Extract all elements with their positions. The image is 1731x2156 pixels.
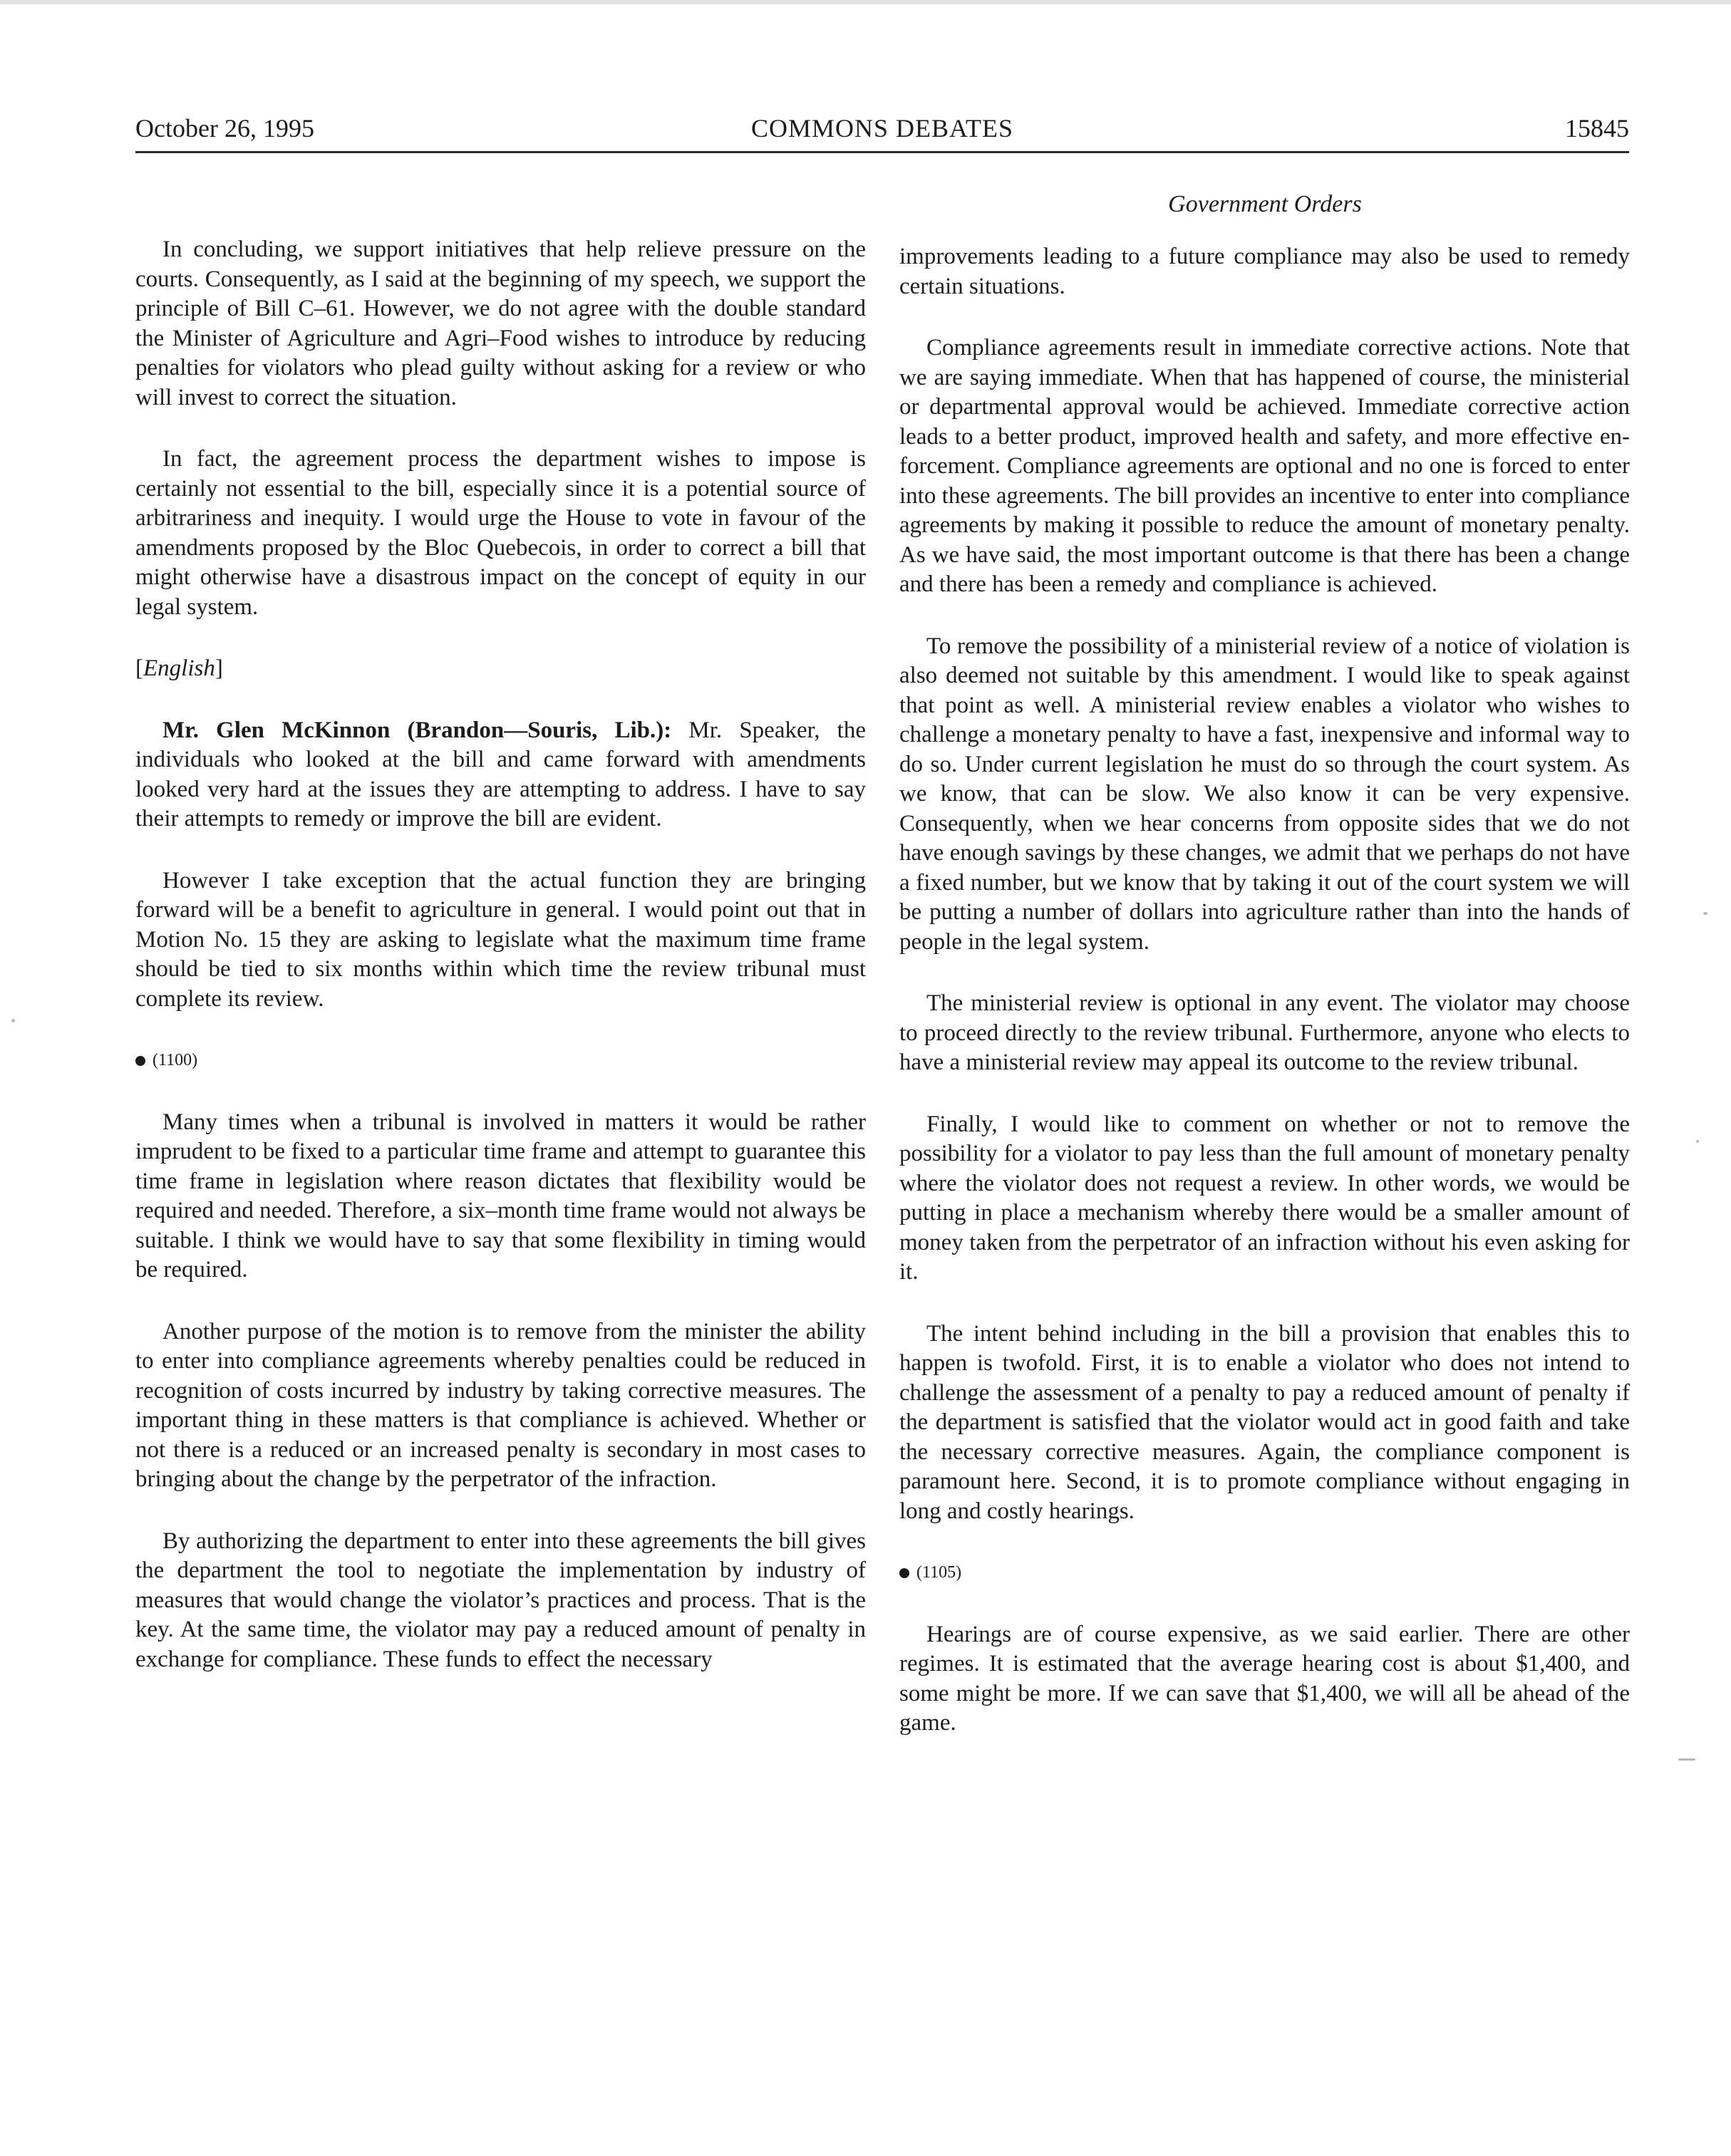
left-paragraph-2: In fact, the agreement process the department wishes to impose is certainly not essential to the bill, especially since it is a potential source of arbitrariness and inequity. I would urge the House to vote in favour of the amendments proposed by the Bloc Quebecois, in order to correct a bill that might otherwise have a disastrous impact on the concept of equity in our legal system. [135,446,866,620]
right-paragraph-6: The intent behind including in the bill a provision that enables this to happen is twofold. First, it is to enable a violator who does not intend to challenge the assessment of a penalty to pay a reduced amount of penalty if the department is satisfied that the violator would act in good faith and take the necessary corrective measures. Again, the compliance component is paramount here. Second, it is to promote compliance without engaging in long and costly hearings. [899,1320,1630,1524]
left-paragraph-7: By authorizing the department to enter into these agreements the bill gives the department the tool to negotiate the implementation by industry of measures that would change the violator’s practices and process. That is the key. At the same time, the violator may pay a reduced amount of penalty in exchange for compliance. These funds to effect the necessary [135,1528,866,1672]
timestamp-marker [899,1558,1630,1588]
timestamp-text: (1105) [916,1563,962,1582]
page-header [135,105,1629,151]
left-column [135,235,866,1706]
bullet-icon [899,1568,909,1578]
header-page-number: 15845 [1565,114,1629,142]
scan-speck [1678,1758,1695,1761]
left-paragraph-5: Many times when a tribunal is involved in matters it would be rather imprudent to be fixed to a particular time frame and attempt to guarantee this time frame in legislation where reason dictates that flexibility would be required and needed. Therefore, a six–month time frame would not always be suitable. I think we would have to say that some flexibility in timing would be required. [135,1109,866,1282]
left-paragraph-1: In concluding, we support initiatives that help relieve pressure on the courts. Consequently, as I said at the beginning of my speech, we support the principle of Bill C–61. However, we do not agree with the double standard the Minister of Agriculture and Agri–Food wishes to introduce by reducing penalties for violators who plead guilty without asking for a review or who will invest to correct the situation. [135,237,866,410]
speaker-name: Mr. Glen McKinnon (Brandon—Souris, Lib.): [162,717,672,743]
scan-top-edge [0,0,1731,4]
right-paragraph-5: Finally, I would like to comment on whether or not to remove the possibility for a violator to pay less than the full amount of monetary penalty where the violator does not request a review. In other words, we would be putting in place a mechanism whereby there would be a smaller amount of money taken from the perpetrator of an infraction without his even asking for it. [899,1111,1630,1285]
left-paragraph-3 [135,716,866,834]
scan-speck [1703,912,1707,915]
left-paragraph-3-text: Mr. Speaker, the individuals who looked at the bill and came forward with amendments looked very hard at the issues they are attempting to address. I have to say their attempts to remedy or improve the bill are evident. [135,717,867,831]
left-paragraph-4: However I take exception that the actual function they are bringing forward will be a benefit to agriculture in general. I would point out that in Motion No. 15 they are asking to legislate what the maximum time frame should be tied to six months within which time the review tribunal must complete its review. [135,867,866,1012]
language-tag-text: English [143,655,215,681]
right-column [899,242,1630,1771]
scan-speck [11,1019,15,1022]
scan-speck [1696,1140,1699,1143]
timestamp-marker [135,1046,866,1076]
header-publication-title: COMMONS DEBATES [750,114,1014,142]
language-tag: [English] [135,655,223,681]
timestamp-text: (1100) [153,1051,198,1069]
right-paragraph-3: To remove the possibility of a ministerial review of a notice of violation is also deemed not suitable by this amendment. I would like to speak against that point as well. A ministerial review enables a violator who wishes to challenge a monetary penalty to have a fast, inexpensive and informal way to do so. Under current legislation he must do so through the court system. As we know, that can be slow. We also know it can be very expensive. Consequently, when we hear concerns from opposite sides that we do not have enough savings by these changes, we admit that we perhaps do not have a fixed number, but we know that by taking it out of the court system we will be putting a number of dollars into agriculture rather than into the hands of people in the legal system. [899,633,1630,955]
header-rule [135,151,1629,153]
right-paragraph-2: Compliance agreements result in immediate corrective actions. Note that we are saying immediate. When that has happened of course, the ministerial or departmental approval would be achieved. Immediate corrective action leads to a better product, improved health and safety, and more effective enforcement. Compliance agreements are optional and no one is forced to enter into these agreements. The bill provides an incentive to enter into compliance agreements by making it possible to reduce the amount of monetary penalty. As we have said, the most important outcome is that there has been a change and there has been a remedy and compliance is achieved. [899,335,1630,597]
section-heading: Government Orders [1168,191,1362,217]
left-paragraph-6: Another purpose of the motion is to remove from the minister the ability to enter into compliance agreements whereby penalties could be reduced in recognition of costs incurred by industry by taking corrective measures. The important thing in these matters is that compliance is achieved. Whether or not there is a reduced or an increased penalty is secondary in most cases to bringing about the change by the perpetrator of the infraction. [135,1318,866,1492]
right-paragraph-7: Hearings are of course expensive, as we said earlier. There are other regimes. It is estimated that the average hearing cost is about $1,400, and some might be more. If we can save that $1,400, we will all be ahead of the game. [899,1621,1630,1736]
header-date: October 26, 1995 [135,114,314,142]
bullet-icon [135,1056,145,1066]
right-paragraph-4: The ministerial review is optional in any event. The violator may choose to proceed directly to the review tribunal. Furthermore, anyone who elects to have a ministerial review may appeal its outcome to the review tribunal. [899,990,1630,1075]
right-paragraph-1: improvements leading to a future compliance may also be used to remedy certain situations. [899,244,1630,299]
